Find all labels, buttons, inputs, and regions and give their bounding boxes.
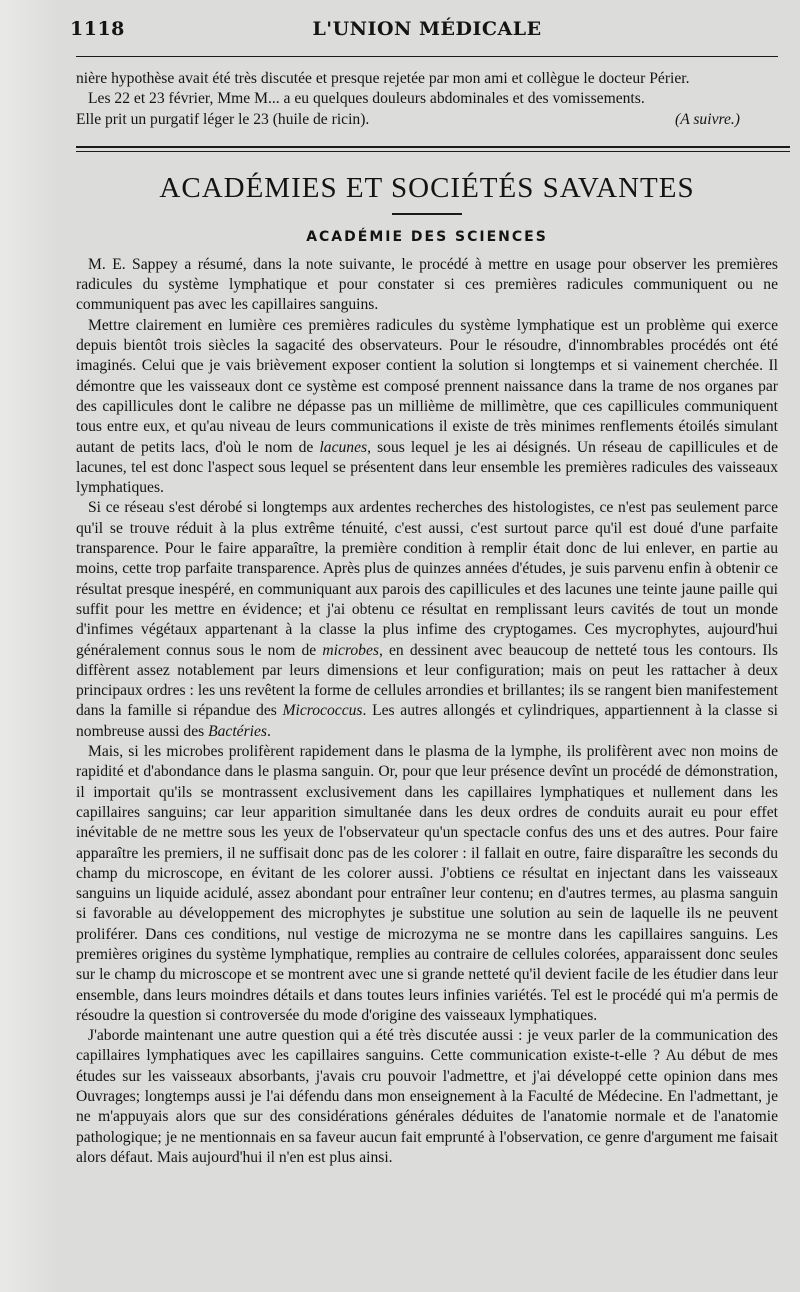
section-divider	[76, 146, 790, 152]
paragraph-text: Elle prit un purgatif léger le 23 (huile de ricin).	[76, 110, 370, 128]
journal-title: L'UNION MÉDICALE	[312, 18, 542, 40]
section-subtitle: ACADÉMIE DES SCIENCES	[306, 228, 548, 245]
paragraph-text: .	[267, 722, 271, 740]
paragraph: Les 22 et 23 février, Mme M... a eu quelques douleurs abdominales et des vomissements.	[88, 90, 645, 108]
paragraph: M. E. Sappey a résumé, dans la note suivante, le procédé à mettre en usage pour observer les premières radicules du système lymphatique et pour constater si ces premières radicules communiquent ou ne communiquent pas avec les capillaires sanguins.	[76, 255, 778, 314]
paragraph-text: , en dessinent avec beaucoup de netteté tous les contours. Ils diffèrent assez notablement par leurs dimensions et leur configuration; mais on peut les rattacher à deux principaux ordres : les uns revêtent la forme de cellules arrondies et brillantes; ils se rangent bien manifestement dans la famille si répandue des	[76, 641, 778, 720]
paragraph-text: Mettre clairement en lumière ces premières radicules du système lymphatique est un problème qui exerce depuis bientôt trois siècles la sagacité des observateurs. Pour le résoudre, d'innombrables procédés ont été imaginés. Celui que je vais brièvement exposer contient la solution si longtemps et si vainement cherchée. Il démontre que les vaisseaux dont ce système est composé prennent naissance dans la trame de nos organes par des capillicules dont le calibre ne dépasse pas un millième de millimètre, que ces capillicules communiquent tous entre eux, et qu'au niveau de leurs communications il existe de très minimes renflements étoilés simulant autant de petits lacs, d'où le nom de	[76, 316, 778, 456]
paragraph: Mais, si les microbes prolifèrent rapidement dans le plasma de la lymphe, ils prolifèrent avec non moins de rapidité et d'abondance dans le plasma sanguin. Or, pour que leur présence devînt un procédé de démonstration, il importait qu'ils se montrassent exclusivement dans les capillaires lymphatiques et nullement dans les capillaires sanguins; car leur apparition simultanée dans les deux ordres de conduits aurait eu pour effet inévitable de ne mettre sous les yeux de l'observateur qu'un spectacle confus des uns et des autres. Pour faire apparaître les premiers, il ne suffisait donc pas de les colorer : il fallait en outre, faire disparaître les seconds du champ du microscope, en évitant de les colorer aussi. J'obtiens ce résultat en injectant dans les vaisseaux sanguins un liquide acidulé, assez abondant pour entraîner leur contenu; en d'autres termes, au plasma sanguin si favorable au développement des microphytes je substitue une solution au sein de laquelle ils ne peuvent proliférer. Dans ces conditions, nul vestige de microzyma ne se montre dans les capillaires sanguins. Les premières origines du système lymphatique, remplies au contraire de cellules colorées, apparaissent donc seules sur le champ du microscope et se montrent avec une si grande netteté qu'il devient facile de les étudier dans leur ensemble, dans leurs moindres détails et dans toutes leurs infinies variétés. Tel est le procédé qui m'a permis de résoudre la question si controversée du mode d'origine des vaisseaux lymphatiques.	[76, 743, 778, 1024]
paragraph: nière hypothèse avait été très discutée et presque rejetée par mon ami et collègue le docteur Périer.	[76, 70, 690, 87]
running-head	[70, 0, 778, 40]
paragraph-text: , sous lequel je les ai désignés. Un réseau de capillicules et de lacunes, tel est donc l'aspect sous lequel se présentent dans leur ensemble les premières radicules des vaisseaux lymphatiques.	[76, 438, 778, 497]
to-be-continued: (A suivre.)	[675, 110, 740, 128]
paragraph	[76, 316, 778, 499]
header-rule	[76, 56, 778, 57]
italic-term: Micrococcus	[282, 702, 363, 720]
article-body	[76, 255, 778, 1168]
italic-term: Bactéries	[208, 722, 267, 740]
paragraph-text: . Les autres allongés et cylindriques, appartiennent à la classe si nombreuse aussi des	[76, 702, 778, 740]
section-title: ACADÉMIES ET SOCIÉTÉS SAVANTES	[159, 171, 695, 204]
paragraph-text: Si ce réseau s'est dérobé si longtemps aux ardentes recherches des histologistes, ce n'est pas seulement parce qu'il se trouve réduit à la plus extrême ténuité, c'est aussi, c'est surtout parce qu'il est doué d'une parfaite transparence. Pour le faire apparaître, la première condition à remplir était donc de lui enlever, en partie au moins, cette trop parfaite transparence. Après plus de quinzes années d'études, je suis parvenu enfin à obtenir ce résultat presque inespéré, en communiquant aux parois des capillicules et des lacunes une teinte jaune paille qui suffit pour les mettre en évidence; et j'ai obtenu ce résultat en remplissant leurs cavités de tout un monde d'infimes végétaux appartenant à la classe la plus infime des cryptogames. Ces mycrophytes, aujourd'hui généralement connus sous le nom de	[76, 499, 778, 659]
paragraph	[76, 498, 778, 742]
paragraph: J'aborde maintenant une autre question qui a été très discutée aussi : je veux parler de la communication des capillaires lymphatiques avec les capillaires sanguins. Cette communication existe-t-elle ? Au début de mes études sur les vaisseaux absorbants, j'avais cru pouvoir l'admettre, et j'ai développé cette opinion dans mes Ouvrages; longtemps aussi je l'ai défendu dans mon enseignement à la Faculté de Médecine. En l'admettant, je ne m'appuyais alors que sur des considérations générales déduites de l'anatomie normale et de l'anatomie pathologique; je ne mentionnais en sa faveur aucun fait emprunté à l'observation, ce genre d'argument me faisait alors défaut. Mais aujourd'hui il n'en est plus ainsi.	[76, 1027, 778, 1166]
page-number: 1118	[70, 18, 125, 40]
previous-article-end	[76, 69, 778, 130]
paragraph-last-line	[76, 110, 778, 130]
italic-term: lacunes	[319, 438, 368, 456]
title-rule	[392, 213, 462, 215]
italic-term: microbes	[322, 641, 379, 659]
